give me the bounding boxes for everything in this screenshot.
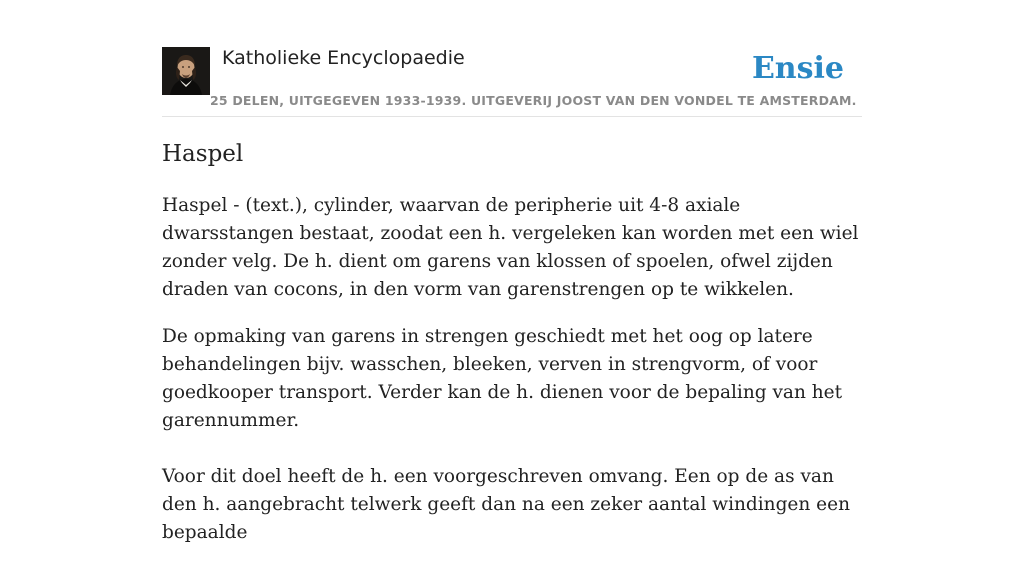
publication-title[interactable]: Katholieke Encyclopaedie [222, 47, 465, 69]
publication-avatar[interactable] [162, 47, 210, 95]
publication-subtitle: 25 DELEN, UITGEGEVEN 1933-1939. UITGEVERIJ JOOST VAN DEN VONDEL TE AMSTERDAM. [210, 93, 857, 108]
article-title: Haspel [162, 141, 244, 167]
brand-logo[interactable]: Ensie [751, 51, 844, 86]
portrait-icon [162, 47, 210, 95]
publication-header [162, 0, 862, 117]
page [162, 0, 862, 543]
article-paragraph: De opmaking van garens in strengen geschiedt met het oog op latere behandelingen bijv. wasschen, bleeken, verven in strengvorm, of voor goedkooper transport. Verder kan de h. dienen voor de bepaling van het garennummer. [162, 326, 843, 431]
article-paragraph: Haspel - (text.), cylinder, waarvan de peripherie uit 4-8 axiale dwarsstangen bestaat, zoodat een h. vergeleken kan worden met een wiel zonder velg. De h. dient om garens van klossen of spoelen, ofwel zijden draden van cocons, in den vorm van garenstrengen op te wikkelen. [162, 195, 859, 300]
article-body [162, 192, 862, 566]
article-paragraph: Voor dit doel heeft de h. een voorgeschreven omvang. Een op de as van den h. aangebracht telwerk geeft dan na een zeker aantal windingen een bepaalde [162, 466, 850, 543]
